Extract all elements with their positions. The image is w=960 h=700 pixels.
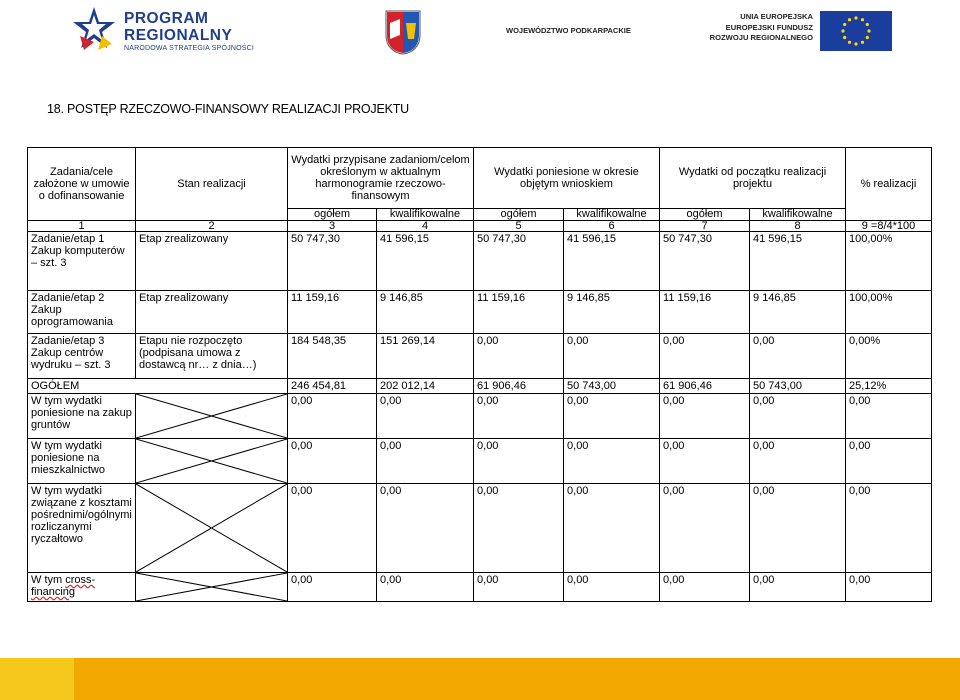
header-status: Stan realizacji xyxy=(136,148,288,221)
eu-flag-icon xyxy=(820,11,892,51)
value-cell: 0,00 xyxy=(474,484,564,573)
sub-row-label: W tym wydatki związane z kosztami pośrednimi/ogólnymi rozliczanymi ryczałtowo xyxy=(28,484,136,573)
percent-cell: 100,00% xyxy=(846,232,932,291)
sub-row-label: W tym wydatki poniesione na mieszkalnictwo xyxy=(28,439,136,484)
sub-row-label: W tym wydatki poniesione na zakup gruntów xyxy=(28,394,136,439)
header-percent: % realizacji xyxy=(846,148,932,221)
section-title: 18. POSTĘP RZECZOWO-FINANSOWY REALIZACJI PROJEKTU xyxy=(47,102,410,116)
page-header xyxy=(0,0,960,70)
wojewodztwo-label: WOJEWÓDZTWO PODKARPACKIE xyxy=(506,26,631,35)
value-cell: 61 906,46 xyxy=(660,379,750,394)
program-star-icon xyxy=(72,6,116,52)
percent-cell: 0,00% xyxy=(846,334,932,379)
col-number: 3 xyxy=(288,221,377,232)
header-expenses-planned: Wydatki przypisane zadaniom/celom określonym w aktualnym harmonogramie rzeczowo-finansowym xyxy=(288,148,474,209)
value-cell: 0,00 xyxy=(750,484,846,573)
program-title-line2: REGIONALNY xyxy=(124,27,233,44)
value-cell: 61 906,46 xyxy=(474,379,564,394)
value-cell: 0,00 xyxy=(474,439,564,484)
cross-financing-word: cross-financing xyxy=(31,574,96,598)
subheader-ogolem: ogółem xyxy=(660,209,750,221)
ue-text-block xyxy=(686,12,813,44)
subheader-ogolem: ogółem xyxy=(288,209,377,221)
value-cell: 0,00 xyxy=(660,484,750,573)
value-cell: 41 596,15 xyxy=(750,232,846,291)
value-cell: 0,00 xyxy=(474,334,564,379)
value-cell: 0,00 xyxy=(660,573,750,602)
value-cell: 0,00 xyxy=(750,573,846,602)
value-cell: 0,00 xyxy=(564,394,660,439)
value-cell: 0,00 xyxy=(288,439,377,484)
header-tasks: Zadania/cele założone w umowie o dofinansowanie xyxy=(28,148,136,221)
stage-status: Etap zrealizowany xyxy=(136,291,288,334)
crossed-out-cell xyxy=(136,439,288,484)
value-cell: 9 146,85 xyxy=(377,291,474,334)
cross-financing-prefix: W tym xyxy=(31,574,66,586)
value-cell: 0,00 xyxy=(377,394,474,439)
col-number: 2 xyxy=(136,221,288,232)
percent-cell: 0,00 xyxy=(846,484,932,573)
table-row-cross-financing xyxy=(28,573,932,602)
col-number: 9 =8/4*100 xyxy=(846,221,932,232)
value-cell: 50 743,00 xyxy=(564,379,660,394)
crossed-out-cell xyxy=(136,394,288,439)
value-cell: 0,00 xyxy=(377,439,474,484)
percent-cell: 100,00% xyxy=(846,291,932,334)
table-row-mieszkalnictwo xyxy=(28,439,932,484)
col-number: 4 xyxy=(377,221,474,232)
value-cell: 50 743,00 xyxy=(750,379,846,394)
col-number: 7 xyxy=(660,221,750,232)
value-cell: 0,00 xyxy=(474,573,564,602)
value-cell: 0,00 xyxy=(660,439,750,484)
table-row-stage-3 xyxy=(28,334,932,379)
percent-cell: 0,00 xyxy=(846,439,932,484)
ue-line-1: UNIA EUROPEJSKA xyxy=(740,12,813,21)
value-cell: 0,00 xyxy=(377,573,474,602)
value-cell: 11 159,16 xyxy=(288,291,377,334)
table-row-stage-1 xyxy=(28,232,932,291)
col-number: 8 xyxy=(750,221,846,232)
progress-table xyxy=(27,147,932,602)
value-cell: 41 596,15 xyxy=(377,232,474,291)
percent-cell: 25,12% xyxy=(846,379,932,394)
col-number: 6 xyxy=(564,221,660,232)
stage-status: Etapu nie rozpoczęto (podpisana umowa z dostawcą nr… z dnia…) xyxy=(136,334,288,379)
subheader-kwalifikowalne: kwalifikowalne xyxy=(377,209,474,221)
value-cell: 9 146,85 xyxy=(564,291,660,334)
podkarpackie-crest-icon xyxy=(384,9,422,55)
total-label: OGÓŁEM xyxy=(28,379,288,394)
stage-task: Zadanie/etap 3 Zakup centrów wydruku – szt. 3 xyxy=(28,334,136,379)
value-cell: 0,00 xyxy=(288,484,377,573)
table-row-stage-2 xyxy=(28,291,932,334)
value-cell: 0,00 xyxy=(564,573,660,602)
value-cell: 0,00 xyxy=(750,394,846,439)
table-row-grunty xyxy=(28,394,932,439)
stage-task: Zadanie/etap 1 Zakup komputerów – szt. 3 xyxy=(28,232,136,291)
subheader-ogolem: ogółem xyxy=(474,209,564,221)
subheader-kwalifikowalne: kwalifikowalne xyxy=(750,209,846,221)
percent-cell: 0,00 xyxy=(846,573,932,602)
value-cell: 9 146,85 xyxy=(750,291,846,334)
header-expenses-period: Wydatki poniesione w okresie objętym wnioskiem xyxy=(474,148,660,209)
value-cell: 0,00 xyxy=(288,573,377,602)
value-cell: 0,00 xyxy=(564,439,660,484)
stage-task: Zadanie/etap 2 Zakup oprogramowania xyxy=(28,291,136,334)
header-row xyxy=(28,148,932,209)
value-cell: 0,00 xyxy=(660,334,750,379)
value-cell: 0,00 xyxy=(377,484,474,573)
subheader-kwalifikowalne: kwalifikowalne xyxy=(564,209,660,221)
value-cell: 0,00 xyxy=(288,394,377,439)
percent-cell: 0,00 xyxy=(846,394,932,439)
program-subtitle: NARODOWA STRATEGIA SPÓJNOŚCI xyxy=(124,45,255,52)
value-cell: 50 747,30 xyxy=(474,232,564,291)
value-cell: 0,00 xyxy=(564,484,660,573)
crossed-out-cell xyxy=(136,573,288,602)
value-cell: 151 269,14 xyxy=(377,334,474,379)
program-regionalny-logo xyxy=(72,6,272,56)
value-cell: 246 454,81 xyxy=(288,379,377,394)
program-title-line1: PROGRAM xyxy=(124,10,209,27)
value-cell: 41 596,15 xyxy=(564,232,660,291)
value-cell: 0,00 xyxy=(660,394,750,439)
footer-bar-light xyxy=(0,658,74,700)
ue-line-3: ROZWOJU REGIONALNEGO xyxy=(709,33,813,42)
header-expenses-total: Wydatki od początku realizacji projektu xyxy=(660,148,846,209)
crossed-out-cell xyxy=(136,484,288,573)
value-cell: 50 747,30 xyxy=(660,232,750,291)
table-row-total xyxy=(28,379,932,394)
value-cell: 0,00 xyxy=(474,394,564,439)
footer-bar xyxy=(74,658,960,700)
value-cell: 11 159,16 xyxy=(660,291,750,334)
table-row-koszty-posrednie xyxy=(28,484,932,573)
col-number: 5 xyxy=(474,221,564,232)
value-cell: 50 747,30 xyxy=(288,232,377,291)
column-number-row xyxy=(28,221,932,232)
value-cell: 0,00 xyxy=(564,334,660,379)
value-cell: 184 548,35 xyxy=(288,334,377,379)
col-number: 1 xyxy=(28,221,136,232)
value-cell: 11 159,16 xyxy=(474,291,564,334)
stage-status: Etap zrealizowany xyxy=(136,232,288,291)
ue-line-2: EUROPEJSKI FUNDUSZ xyxy=(725,22,813,32)
sub-row-label xyxy=(28,573,136,602)
value-cell: 0,00 xyxy=(750,334,846,379)
value-cell: 0,00 xyxy=(750,439,846,484)
value-cell: 202 012,14 xyxy=(377,379,474,394)
